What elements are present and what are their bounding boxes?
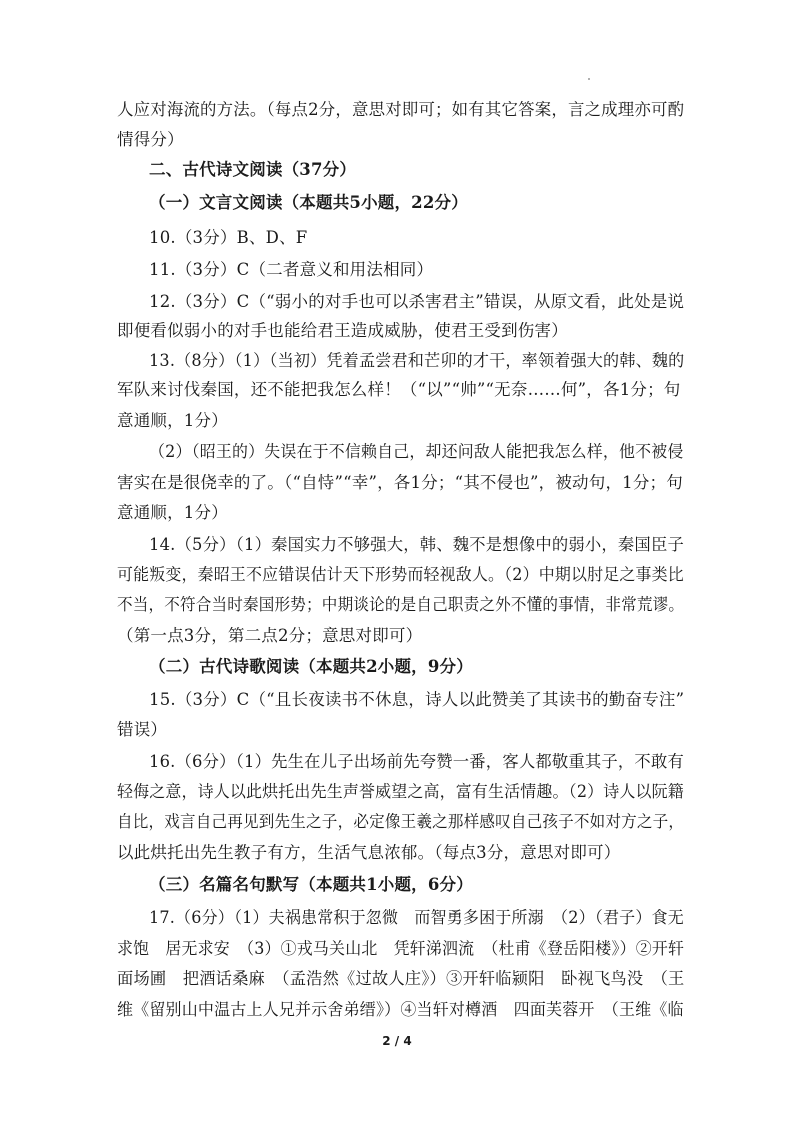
text-line: 即便看似弱小的对手也能给君王造成威胁，使君王受到伤害） bbox=[117, 321, 568, 340]
answer-11: 11.（3分）C（二者意义和用法相同） bbox=[149, 260, 434, 279]
page-number: 2 / 4 bbox=[382, 1034, 412, 1048]
text-line: 可能叛变，秦昭王不应错误估计天下形势而轻视敌人。（2）中期以肘足之事类比 bbox=[117, 565, 684, 584]
subsection-heading: （二）古代诗歌阅读（本题共2小题，9分） bbox=[149, 657, 473, 676]
text-line: 意通顺，1分） bbox=[117, 411, 228, 430]
text-line: 面场圃 把酒话桑麻 （孟浩然《过故人庄》）③开轩临颍阳 卧视飞鸟没 （王 bbox=[117, 969, 685, 988]
answer-17: 17.（6分）（1）夫祸患常积于忽微 而智勇多困于所溺 （2）（君子）食无 bbox=[149, 908, 684, 927]
text-line: 不当，不符合当时秦国形势；中期谈论的是自己职责之外不懂的事情，非常荒谬。 bbox=[117, 595, 685, 614]
text-line: 自比，戏言自己再见到先生之子，必定像王羲之那样感叹自己孩子不如对方之子， bbox=[117, 812, 685, 831]
answer-13-2: （2）（昭王的）失误在于不信赖自己，却还问敌人能把我怎么样，他不被侵 bbox=[149, 442, 684, 461]
text-line: 轻侮之意，诗人以此烘托出先生声誉威望之高，富有生活情趣。（2）诗人以阮籍 bbox=[117, 782, 684, 801]
subsection-heading: （三）名篇名句默写（本题共1小题，6分） bbox=[149, 875, 473, 894]
answer-14: 14.（5分）（1）秦国实力不够强大，韩、魏不是想像中的弱小，秦国臣子 bbox=[149, 535, 684, 554]
text-line: 军队来讨伐秦国，还不能把我怎么样！（“以”“帅”“无奈……何”，各1分；句 bbox=[117, 380, 681, 399]
answer-16: 16.（6分）（1）先生在儿子出场前先夸赞一番，客人都敬重其子，不敢有 bbox=[149, 752, 684, 771]
text-line: 人应对海流的方法。（每点2分，意思对即可；如有其它答案，言之成理亦可酌 bbox=[117, 100, 685, 119]
text-line: 求饱 居无求安 （3）①戎马关山北 凭轩涕泗流 （杜甫《登岳阳楼》）②开轩 bbox=[117, 939, 685, 958]
text-line: 以此烘托出先生教子有方，生活气息浓郁。（每点3分，意思对即可） bbox=[117, 843, 621, 862]
text-line: 害实在是很侥幸的了。（“自恃”“幸”，各1分；“其不侵也”，被动句，1分；句 bbox=[117, 473, 683, 492]
text-line: 意通顺，1分） bbox=[117, 503, 228, 522]
text-line: 维《留别山中温古上人兄并示舍弟缙》）④当轩对樽酒 四面芙蓉开 （王维《临 bbox=[117, 1000, 684, 1019]
answer-13: 13.（8分）（1）（当初）凭着孟尝君和芒卯的才干，率领着强大的韩、魏的 bbox=[149, 351, 685, 370]
answer-12: 12.（3分）C（“弱小的对手也可以杀害君主”错误，从原文看，此处是说 bbox=[149, 292, 685, 311]
section-heading: 二、古代诗文阅读（37分） bbox=[149, 160, 357, 179]
text-line: 错误） bbox=[117, 720, 168, 739]
answer-10: 10.（3分）B、D、F bbox=[149, 228, 308, 247]
scan-speck bbox=[588, 78, 590, 80]
text-line: 情得分） bbox=[117, 130, 184, 149]
subsection-heading: （一）文言文阅读（本题共5小题，22分） bbox=[149, 193, 468, 212]
answer-15: 15.（3分）C（“且长夜读书不休息，诗人以此赞美了其读书的勤奋专注” bbox=[149, 690, 685, 709]
text-line: （第一点3分，第二点2分；意思对即可） bbox=[117, 626, 423, 645]
